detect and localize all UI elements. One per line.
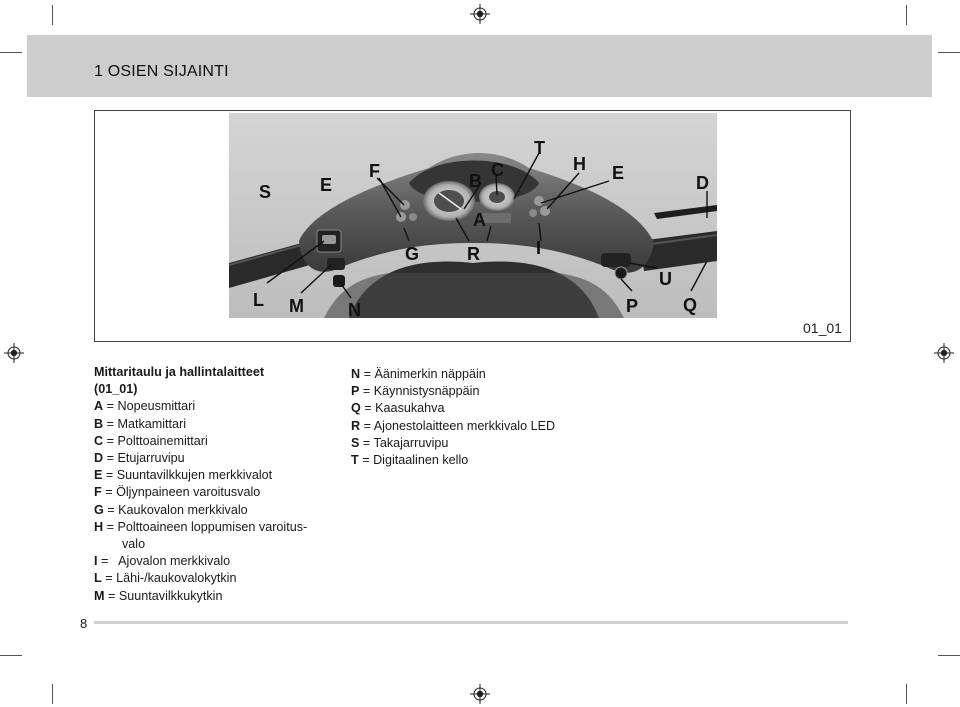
registration-mark-icon [4,343,24,363]
crop-mark [938,52,960,53]
callout-l: L [253,290,264,310]
legend-item: L = Lähi-/kaukovalokytkin [94,571,237,586]
legend-item: A = Nopeusmittari [94,399,196,414]
registration-mark-icon [470,684,490,704]
callout-m: M [289,296,304,316]
callout-e-right: E [612,163,625,183]
legend-item: S = Takajarruvipu [351,435,449,450]
crop-mark [52,5,53,25]
footer-rule [94,621,848,624]
legend-item: R = Ajonestolaitteen merkkivalo LED [351,418,556,433]
crop-mark [906,5,907,25]
callout-b: B [469,171,482,191]
legend-item: M = Suuntavilkkukytkin [94,588,223,603]
figure-id: 01_01 [803,320,842,336]
callout-h: H [573,154,586,174]
crop-mark [0,52,22,53]
callout-p: P [626,296,639,316]
callout-f: F [369,161,380,181]
callout-g: G [405,244,420,264]
legend-item: C = Polttoainemittari [94,433,208,448]
callout-e-left: E [320,175,333,195]
legend-item: T = Digitaalinen kello [351,453,469,468]
handlebar-photo [229,113,717,318]
legend-item: F = Öljynpaineen varoitusvalo [94,485,261,500]
crop-mark [906,684,907,704]
legend-title: Mittaritaulu ja hallintalaitteet [94,365,265,379]
callout-n: N [348,300,361,318]
legend-right [351,366,555,469]
callout-a: A [473,210,486,230]
crop-mark [938,655,960,656]
callout-u: U [659,269,672,289]
legend-item: B = Matkamittari [94,416,187,431]
legend-item: P = Käynnistysnäppäin [351,384,480,399]
legend-item: E = Suuntavilkkujen merkkivalot [94,468,273,483]
callout-i: I [536,238,542,258]
section-title: 1 OSIEN SIJAINTI [94,63,229,80]
callout-d: D [696,173,709,193]
registration-mark-icon [934,343,954,363]
legend-item: D = Etujarruvipu [94,451,185,466]
crop-mark [0,655,22,656]
page-number: 8 [80,616,88,631]
callout-r: R [467,244,480,264]
callout-t: T [534,138,545,158]
legend-left [94,364,307,605]
legend-item: Q = Kaasukahva [351,401,445,416]
legend-item-continuation: valo [122,537,146,552]
callout-s: S [259,182,272,202]
legend-item: H = Polttoaineen loppumisen varoitus- [94,519,308,534]
crop-mark [52,684,53,704]
legend-subtitle: (01_01) [94,382,138,397]
legend-item: G = Kaukovalon merkkivalo [94,502,248,517]
legend-item: N = Äänimerkin näppäin [351,367,486,381]
registration-mark-icon [470,4,490,24]
callout-q: Q [683,295,698,315]
legend-item: I = Ajovalon merkkivalo [94,554,231,569]
callout-c: C [491,160,504,180]
